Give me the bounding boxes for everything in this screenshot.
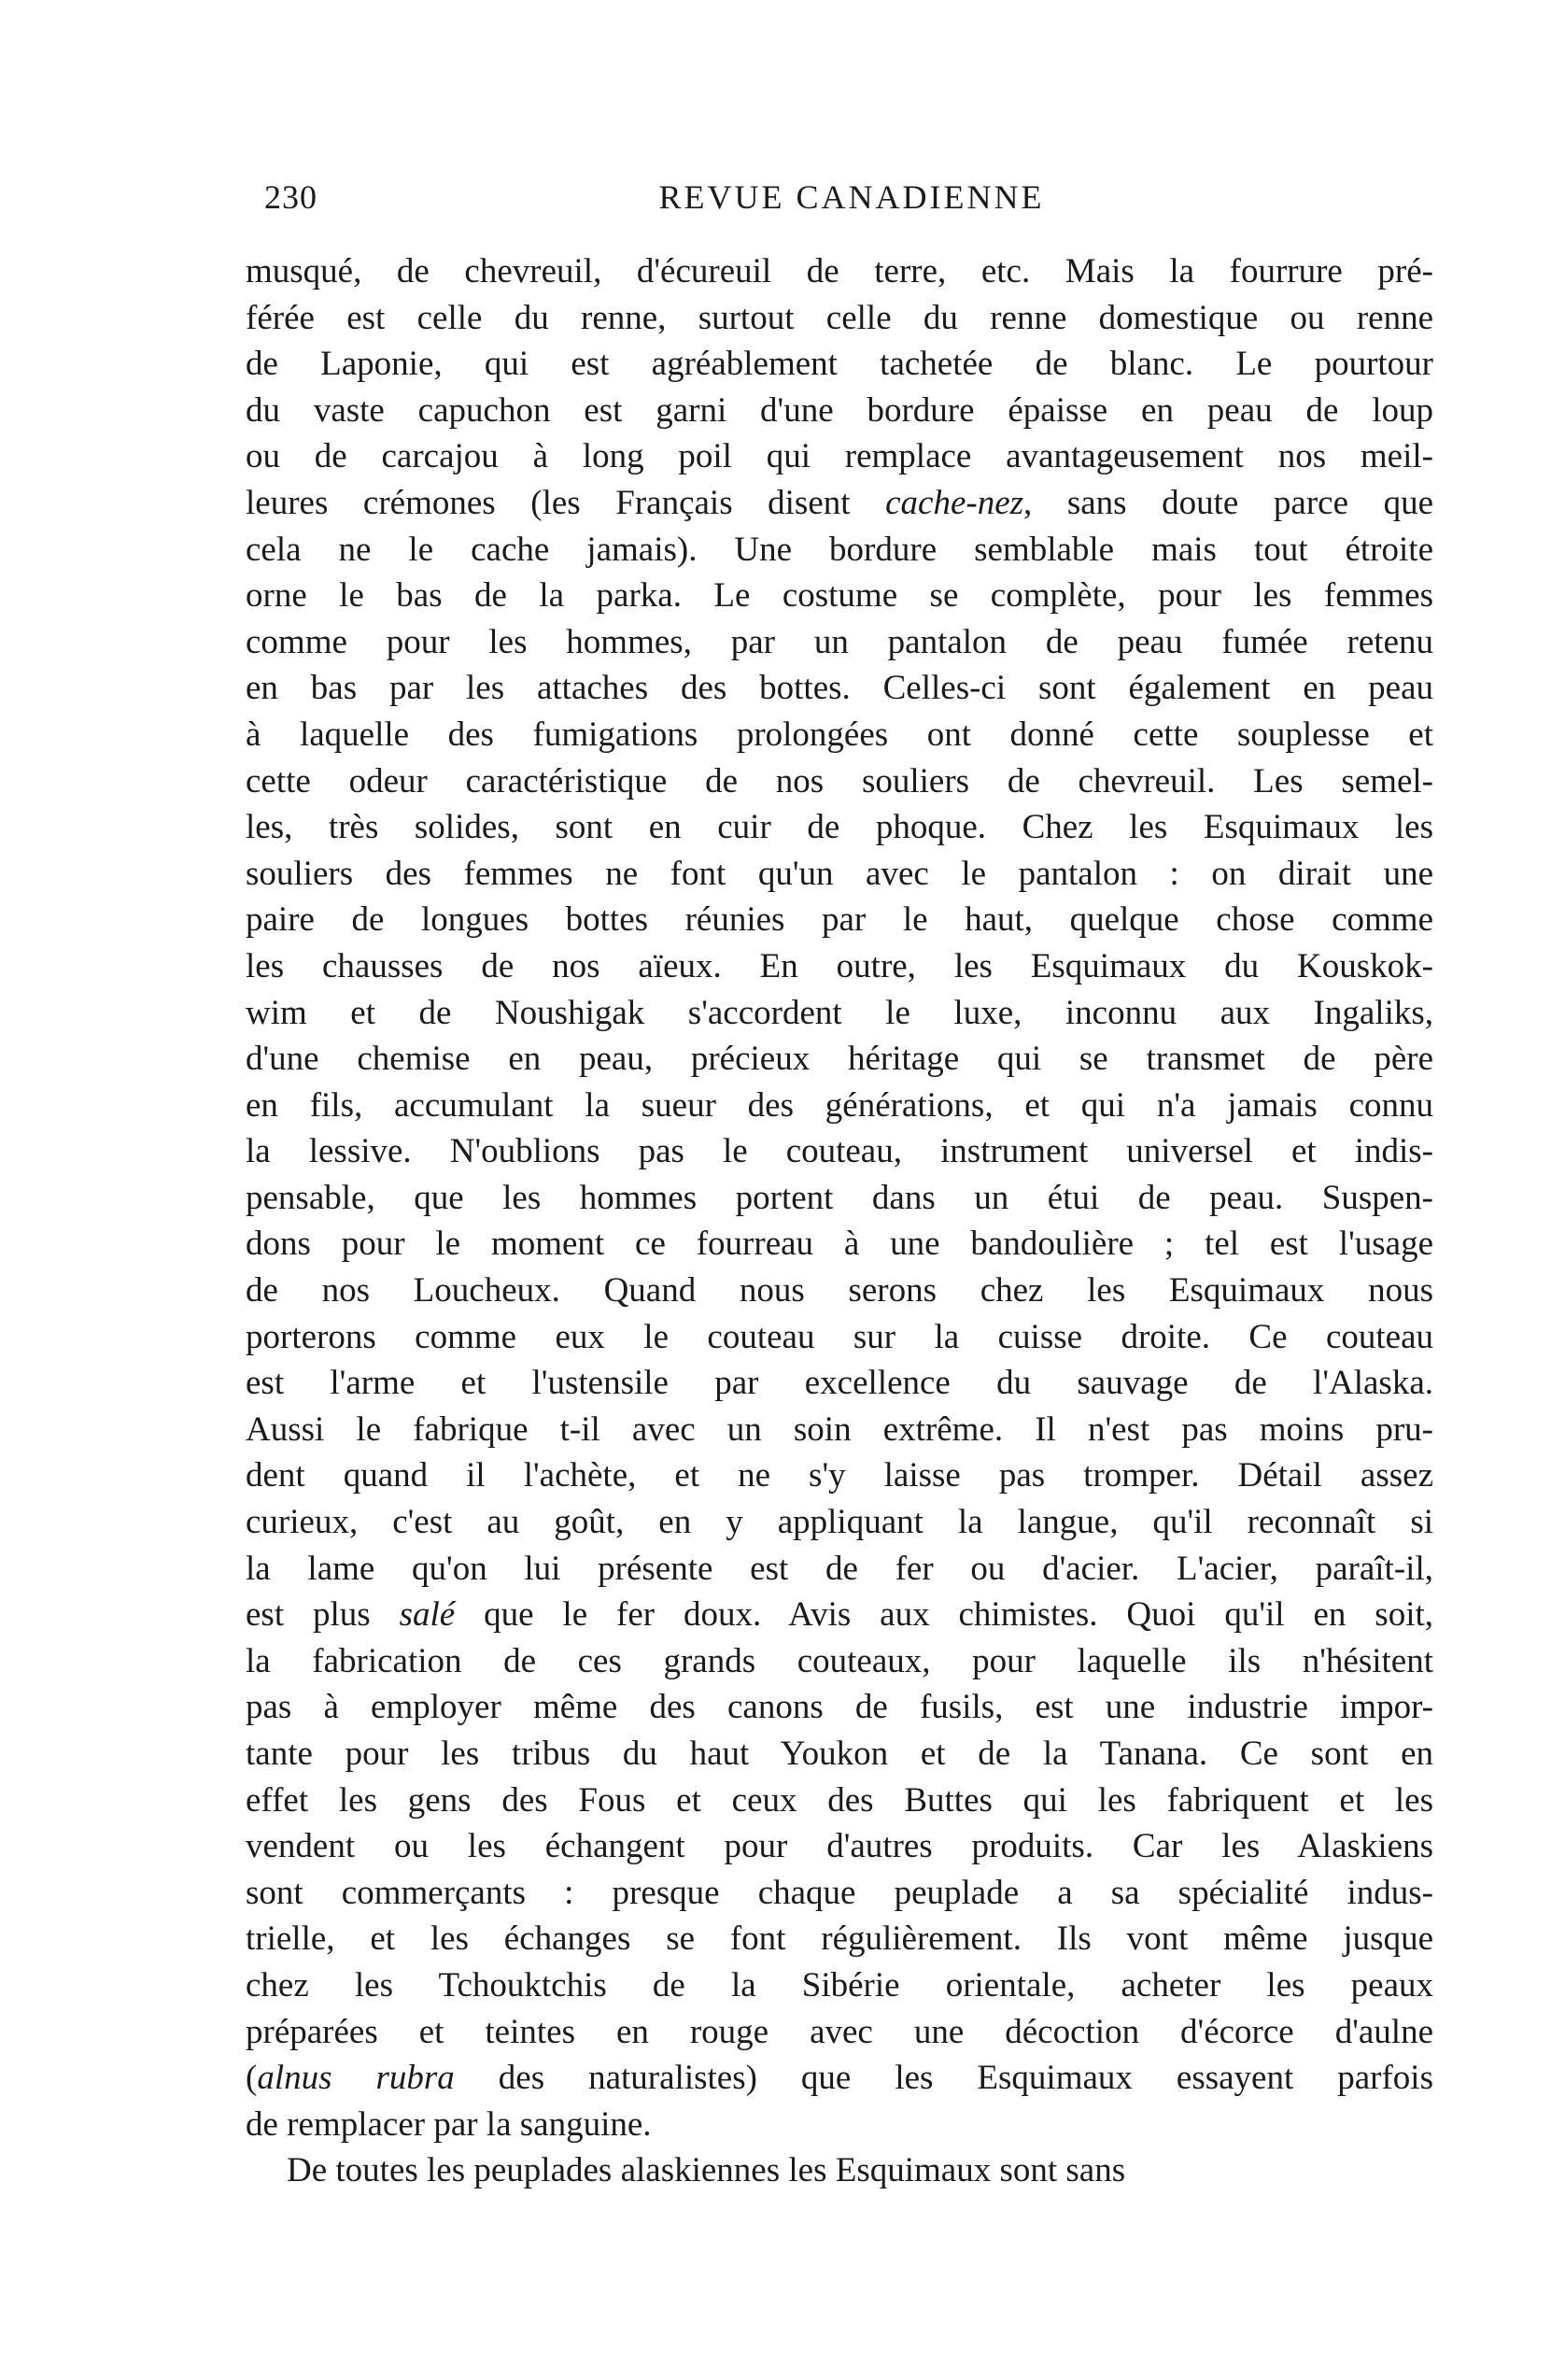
text-line bbox=[246, 897, 1433, 943]
italic-term: salé bbox=[399, 1595, 456, 1635]
text-segment: orne le bas de la parka. Le costume se complète, pour les femmes bbox=[246, 576, 1433, 616]
text-segment: de remplacer par la sanguine. bbox=[246, 2104, 652, 2144]
text-segment: les, très solides, sont en cuir de phoque. Chez les Esquimaux les bbox=[246, 808, 1433, 847]
text-segment: sont commerçants : presque chaque peuplade a sa spécialité indus- bbox=[246, 1873, 1433, 1912]
text-line bbox=[246, 2055, 1433, 2102]
text-segment: à laquelle des fumigations prolongées ont donné cette souplesse et bbox=[246, 715, 1433, 754]
page-number: 230 bbox=[264, 178, 317, 216]
text-line bbox=[246, 1360, 1433, 1407]
text-segment: la fabrication de ces grands couteaux, pour laquelle ils n'hésitent bbox=[246, 1641, 1433, 1680]
text-line bbox=[246, 1175, 1433, 1222]
text-segment: curieux, c'est au goût, en y appliquant la langue, qu'il reconnaît si bbox=[246, 1503, 1433, 1542]
italic-term: cache-nez bbox=[885, 483, 1024, 522]
italic-term: alnus rubra bbox=[257, 2059, 455, 2098]
text-line bbox=[246, 1314, 1433, 1361]
text-segment: porterons comme eux le couteau sur la cuisse droite. Ce couteau bbox=[246, 1317, 1433, 1356]
text-line bbox=[246, 1083, 1433, 1129]
text-segment: les chausses de nos aïeux. En outre, les Esquimaux du Kouskok- bbox=[246, 946, 1433, 985]
text-line bbox=[246, 1128, 1433, 1175]
text-line bbox=[246, 990, 1433, 1037]
text-line bbox=[246, 758, 1433, 805]
running-head bbox=[264, 177, 1439, 234]
text-segment: que le fer doux. Avis aux chimistes. Quoi qu'il en soit, bbox=[455, 1595, 1433, 1635]
text-segment: dons pour le moment ce fourreau à une bandoulière ; tel est l'usage bbox=[246, 1225, 1433, 1264]
text-line bbox=[246, 1499, 1433, 1546]
text-line bbox=[246, 1221, 1433, 1268]
text-line bbox=[246, 804, 1433, 851]
text-line bbox=[246, 1638, 1433, 1685]
text-line bbox=[246, 851, 1433, 898]
text-line bbox=[246, 1268, 1433, 1314]
text-segment: trielle, et les échanges se font régulièrement. Ils vont même jusque bbox=[246, 1920, 1433, 1959]
text-segment: la lessive. N'oublions pas le couteau, instrument universel et indis- bbox=[246, 1132, 1433, 1171]
text-segment: la lame qu'on lui présente est de fer ou d'acier. L'acier, paraît-il, bbox=[246, 1549, 1433, 1588]
text-segment: est plus bbox=[246, 1595, 400, 1635]
text-line bbox=[246, 665, 1433, 712]
text-segment: du vaste capuchon est garni d'une bordure épaisse en peau de loup bbox=[246, 390, 1433, 430]
text-line bbox=[246, 1036, 1433, 1083]
text-segment: musqué, de chevreuil, d'écureuil de terre, etc. Mais la fourrure pré- bbox=[246, 252, 1433, 290]
text-line bbox=[246, 943, 1433, 990]
text-line bbox=[246, 2147, 1433, 2194]
text-segment: en fils, accumulant la sueur des générations, et qui n'a jamais connu bbox=[246, 1085, 1433, 1125]
text-segment: wim et de Noushigak s'accordent le luxe, inconnu aux Ingaliks, bbox=[246, 993, 1433, 1032]
body-text bbox=[246, 248, 1433, 2194]
text-segment: pensable, que les hommes portent dans un étui de peau. Suspen- bbox=[246, 1178, 1433, 1217]
text-segment: dent quand il l'achète, et ne s'y laisse pas tromper. Détail assez bbox=[246, 1456, 1433, 1495]
journal-title: REVUE CANADIENNE bbox=[658, 178, 1045, 216]
text-segment: leures crémones (les Français disent bbox=[246, 483, 886, 522]
text-segment: , sans doute parce que bbox=[1023, 483, 1433, 522]
text-segment: ou de carcajou à long poil qui remplace avantageusement nos meil- bbox=[246, 437, 1433, 476]
text-segment: est l'arme et l'ustensile par excellence du sauvage de l'Alaska. bbox=[246, 1364, 1433, 1403]
text-line bbox=[246, 1731, 1433, 1778]
text-line bbox=[246, 1823, 1433, 1870]
text-line bbox=[246, 1407, 1433, 1453]
text-line bbox=[246, 1870, 1433, 1917]
text-segment: Aussi le fabrique t-il avec un soin extrême. Il n'est pas moins pru- bbox=[246, 1410, 1433, 1449]
text-line bbox=[246, 295, 1433, 342]
text-line bbox=[246, 1916, 1433, 1962]
text-segment: effet les gens des Fous et ceux des Buttes qui les fabriquent et les bbox=[246, 1780, 1433, 1820]
text-segment: des naturalistes) que les Esquimaux essayent parfois bbox=[454, 2059, 1433, 2098]
text-segment: en bas par les attaches des bottes. Celles-ci sont également en peau bbox=[246, 669, 1433, 708]
text-line bbox=[246, 619, 1433, 666]
text-segment: de nos Loucheux. Quand nous serons chez les Esquimaux nous bbox=[246, 1271, 1433, 1310]
text-segment: cela ne le cache jamais). Une bordure semblable mais tout étroite bbox=[246, 530, 1433, 569]
text-segment: vendent ou les échangent pour d'autres produits. Car les Alaskiens bbox=[246, 1827, 1433, 1866]
text-segment: de Laponie, qui est agréablement tachetée de blanc. Le pourtour bbox=[246, 345, 1433, 384]
text-line bbox=[246, 1778, 1433, 1824]
text-segment: préparées et teintes en rouge avec une décoction d'écorce d'aulne bbox=[246, 2012, 1433, 2051]
text-line bbox=[246, 480, 1433, 527]
text-line bbox=[246, 1962, 1433, 2009]
text-line bbox=[246, 1592, 1433, 1638]
text-segment: ( bbox=[246, 2059, 258, 2098]
text-line bbox=[246, 2102, 1433, 2148]
text-line bbox=[246, 1452, 1433, 1499]
text-segment: férée est celle du renne, surtout celle du renne domestique ou renne bbox=[246, 298, 1433, 337]
text-segment: d'une chemise en peau, précieux héritage qui se transmet de père bbox=[246, 1040, 1433, 1079]
text-line bbox=[246, 341, 1433, 388]
text-line bbox=[246, 433, 1433, 480]
text-line bbox=[246, 1684, 1433, 1731]
text-segment: comme pour les hommes, par un pantalon de peau fumée retenu bbox=[246, 622, 1433, 661]
text-segment: cette odeur caractéristique de nos souliers de chevreuil. Les semel- bbox=[246, 761, 1433, 800]
text-segment: souliers des femmes ne font qu'un avec le pantalon : on dirait une bbox=[246, 854, 1433, 893]
text-line bbox=[246, 388, 1433, 434]
text-segment: chez les Tchouktchis de la Sibérie orientale, acheter les peaux bbox=[246, 1965, 1433, 2005]
text-line bbox=[246, 248, 1433, 295]
text-line bbox=[246, 573, 1433, 619]
text-line bbox=[246, 1546, 1433, 1593]
text-segment: tante pour les tribus du haut Youkon et de la Tanana. Ce sont en bbox=[246, 1735, 1433, 1773]
text-segment: paire de longues bottes réunies par le haut, quelque chose comme bbox=[246, 900, 1433, 940]
text-line bbox=[246, 712, 1433, 758]
text-line bbox=[246, 2009, 1433, 2056]
text-segment: pas à employer même des canons de fusils, est une industrie impor- bbox=[246, 1688, 1433, 1727]
text-segment: De toutes les peuplades alaskiennes les Esquimaux sont sans bbox=[287, 2151, 1126, 2190]
text-line bbox=[246, 527, 1433, 574]
